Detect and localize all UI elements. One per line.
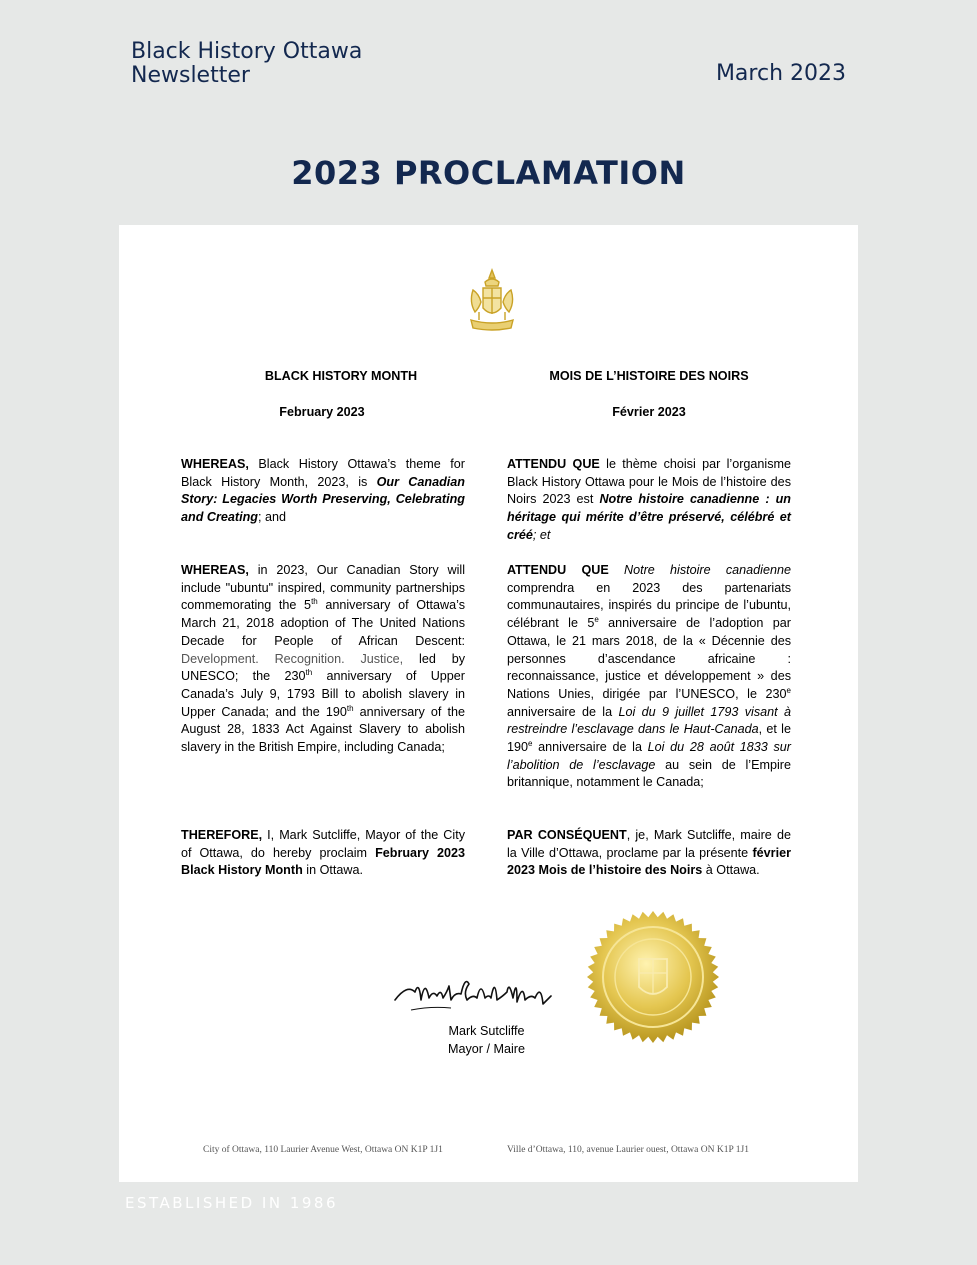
english-date: February 2023 <box>279 405 365 419</box>
english-whereas-1: WHEREAS, Black History Ottawa’s theme for Black History Month, 2023, is Our Canadian Story: Legacies Worth Preserving, Celebrating and Creating; and <box>181 457 465 525</box>
proclamation-document <box>119 225 858 1182</box>
issue-date: March 2023 <box>715 61 846 86</box>
mayor-name: Mark Sutcliffe <box>448 1024 525 1038</box>
mayor-title: Mayor / Maire <box>448 1042 525 1056</box>
newsletter-title-line2: Newsletter <box>131 63 250 88</box>
french-attendu-2: ATTENDU QUE Notre histoire canadienne comprendra en 2023 des partenariats communautaires, inspirés du principe de l’ubuntu, célébrant le 5e anniversaire de l’adoption par Ottawa, le 21 mars 2018, de la « Décennie des personnes d’ascendance africaine : reconnaissance, justice et développement » des Nations Unies, dirigée par l’UNESCO, le 230e anniversaire de la Loi du 9 juillet 1793 visant à restreindre l’esclavage dans le Haut-Canada, et le 190e anniversaire de la Loi du 28 août 1833 sur l’abolition de l’esclavage au sein de l’Empire britannique, notamment le Canada; <box>507 563 791 790</box>
newsletter-title-line1: Black History Ottawa <box>131 39 363 64</box>
french-address: Ville d’Ottawa, 110, avenue Laurier ouest, Ottawa ON K1P 1J1 <box>507 1145 749 1155</box>
french-date: Février 2023 <box>612 405 686 419</box>
french-par-consequent: PAR CONSÉQUENT, je, Mark Sutcliffe, maire de la Ville d’Ottawa, proclame par la présente février 2023 Mois de l’histoire des Noirs à Ottawa. <box>507 828 791 878</box>
ottawa-coat-of-arms-icon <box>465 268 519 338</box>
page-title: 2023 PROCLAMATION <box>291 154 686 192</box>
french-attendu-1: ATTENDU QUE le thème choisi par l’organisme Black History Ottawa pour le Mois de l’histoire des Noirs 2023 est Notre histoire canadienne : un héritage qui mérite d’être préservé, célébré et créé; et <box>507 457 791 542</box>
newsletter-title <box>131 40 362 88</box>
french-title: MOIS DE L’HISTOIRE DES NOIRS <box>549 369 749 383</box>
english-title: BLACK HISTORY MONTH <box>264 369 418 383</box>
mayor-signature <box>391 970 567 1020</box>
city-seal-icon <box>585 893 721 1061</box>
english-therefore: THEREFORE, I, Mark Sutcliffe, Mayor of the City of Ottawa, do hereby proclaim February 2023 Black History Month in Ottawa. <box>181 828 465 878</box>
english-whereas-2: WHEREAS, in 2023, Our Canadian Story will include "ubuntu" inspired, community partnerships commemorating the 5th anniversary of Ottawa’s March 21, 2018 adoption of The United Nations Decade for People of African Descent: Development. Recognition. Justice, led by UNESCO; the 230th anniversary of Upper Canada’s July 9, 1793 Bill to abolish slavery in Upper Canada; and the 190th anniversary of the August 28, 1833 Act Against Slavery to abolish slavery in the British Empire, including Canada; <box>181 563 466 755</box>
established-tagline: ESTABLISHED IN 1986 <box>125 1194 339 1212</box>
english-address: City of Ottawa, 110 Laurier Avenue West, Ottawa ON K1P 1J1 <box>203 1145 443 1155</box>
mayor-signature-block <box>409 1022 564 1058</box>
